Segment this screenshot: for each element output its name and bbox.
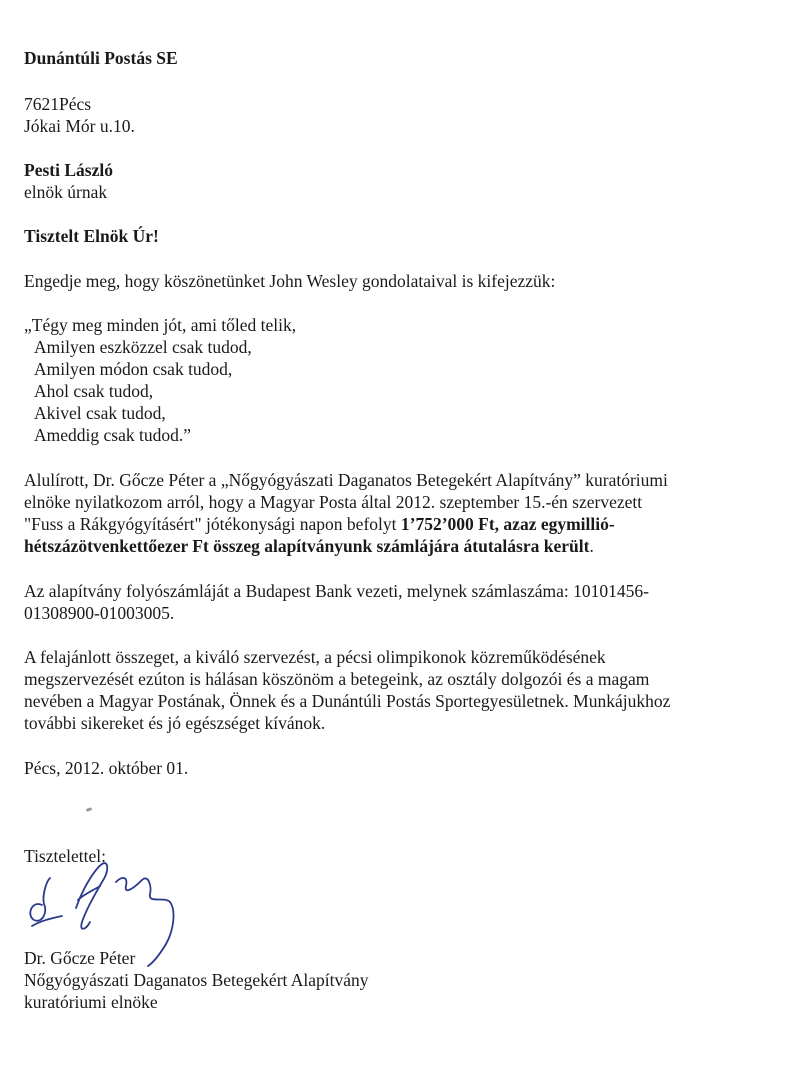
recipient-postcode-city: 7621Pécs	[24, 94, 92, 114]
para1-line4-end: .	[589, 536, 594, 556]
quote-line: Ameddig csak tudod.”	[34, 425, 191, 445]
para1-line	[24, 513, 615, 535]
para1-line	[24, 535, 594, 557]
quote-line: Amilyen eszközzel csak tudod,	[34, 337, 252, 357]
intro-text: Engedje meg, hogy köszönetünket John Wesley gondolataival is kifejezzük:	[24, 271, 556, 291]
date-line: Pécs, 2012. október 01.	[24, 758, 189, 778]
recipient-name: Pesti László	[24, 160, 113, 180]
scan-speck	[86, 807, 93, 812]
para1-line: Alulírott, Dr. Gőcze Péter a „Nőgyógyászati Daganatos Betegekért Alapítvány” kuratóriumi	[24, 470, 668, 490]
quote-line: Amilyen módon csak tudod,	[34, 359, 233, 379]
para2-line: 01308900-01003005.	[24, 603, 175, 623]
para3-line: nevében a Magyar Postának, Önnek és a Dunántúli Postás Sportegyesületnek. Munkájukhoz	[24, 691, 671, 711]
signer-name: Dr. Gőcze Péter	[24, 948, 136, 968]
recipient-title: elnök úrnak	[24, 182, 108, 202]
signer-role: kuratóriumi elnöke	[24, 992, 158, 1012]
donation-amount-words: hétszázötvenkettőezer Ft összeg alapítványunk számlájára átutalásra került	[24, 536, 590, 556]
quote-line: „Tégy meg minden jót, ami tőled telik,	[24, 315, 297, 335]
donation-amount: 1’752’000 Ft, azaz egymillió-	[400, 514, 615, 534]
recipient-org: Dunántúli Postás SE	[24, 48, 178, 68]
para3-line: megszervezését ezúton is hálásan köszönöm a betegeink, az osztály dolgozói és a magam	[24, 669, 650, 689]
para1-line3-text: "Fuss a Rákgyógyításért" jótékonysági napon befolyt	[24, 514, 401, 534]
signer-org: Nőgyógyászati Daganatos Betegekért Alapítvány	[24, 970, 369, 990]
quote-line: Akivel csak tudod,	[34, 403, 166, 423]
para3-line: A felajánlott összeget, a kiváló szervezést, a pécsi olimpikonok közreműködésének	[24, 647, 606, 667]
para2-line: Az alapítvány folyószámláját a Budapest Bank vezeti, melynek számlaszáma: 10101456-	[24, 581, 649, 601]
salutation: Tisztelt Elnök Úr!	[24, 226, 159, 246]
quote-line: Ahol csak tudod,	[34, 381, 154, 401]
para1-line: elnöke nyilatkozom arról, hogy a Magyar Posta által 2012. szeptember 15.-én szervezett	[24, 492, 643, 512]
para3-line: további sikereket és jó egészséget kívánok.	[24, 713, 326, 733]
recipient-street: Jókai Mór u.10.	[24, 116, 135, 136]
closing: Tisztelettel:	[24, 846, 106, 866]
